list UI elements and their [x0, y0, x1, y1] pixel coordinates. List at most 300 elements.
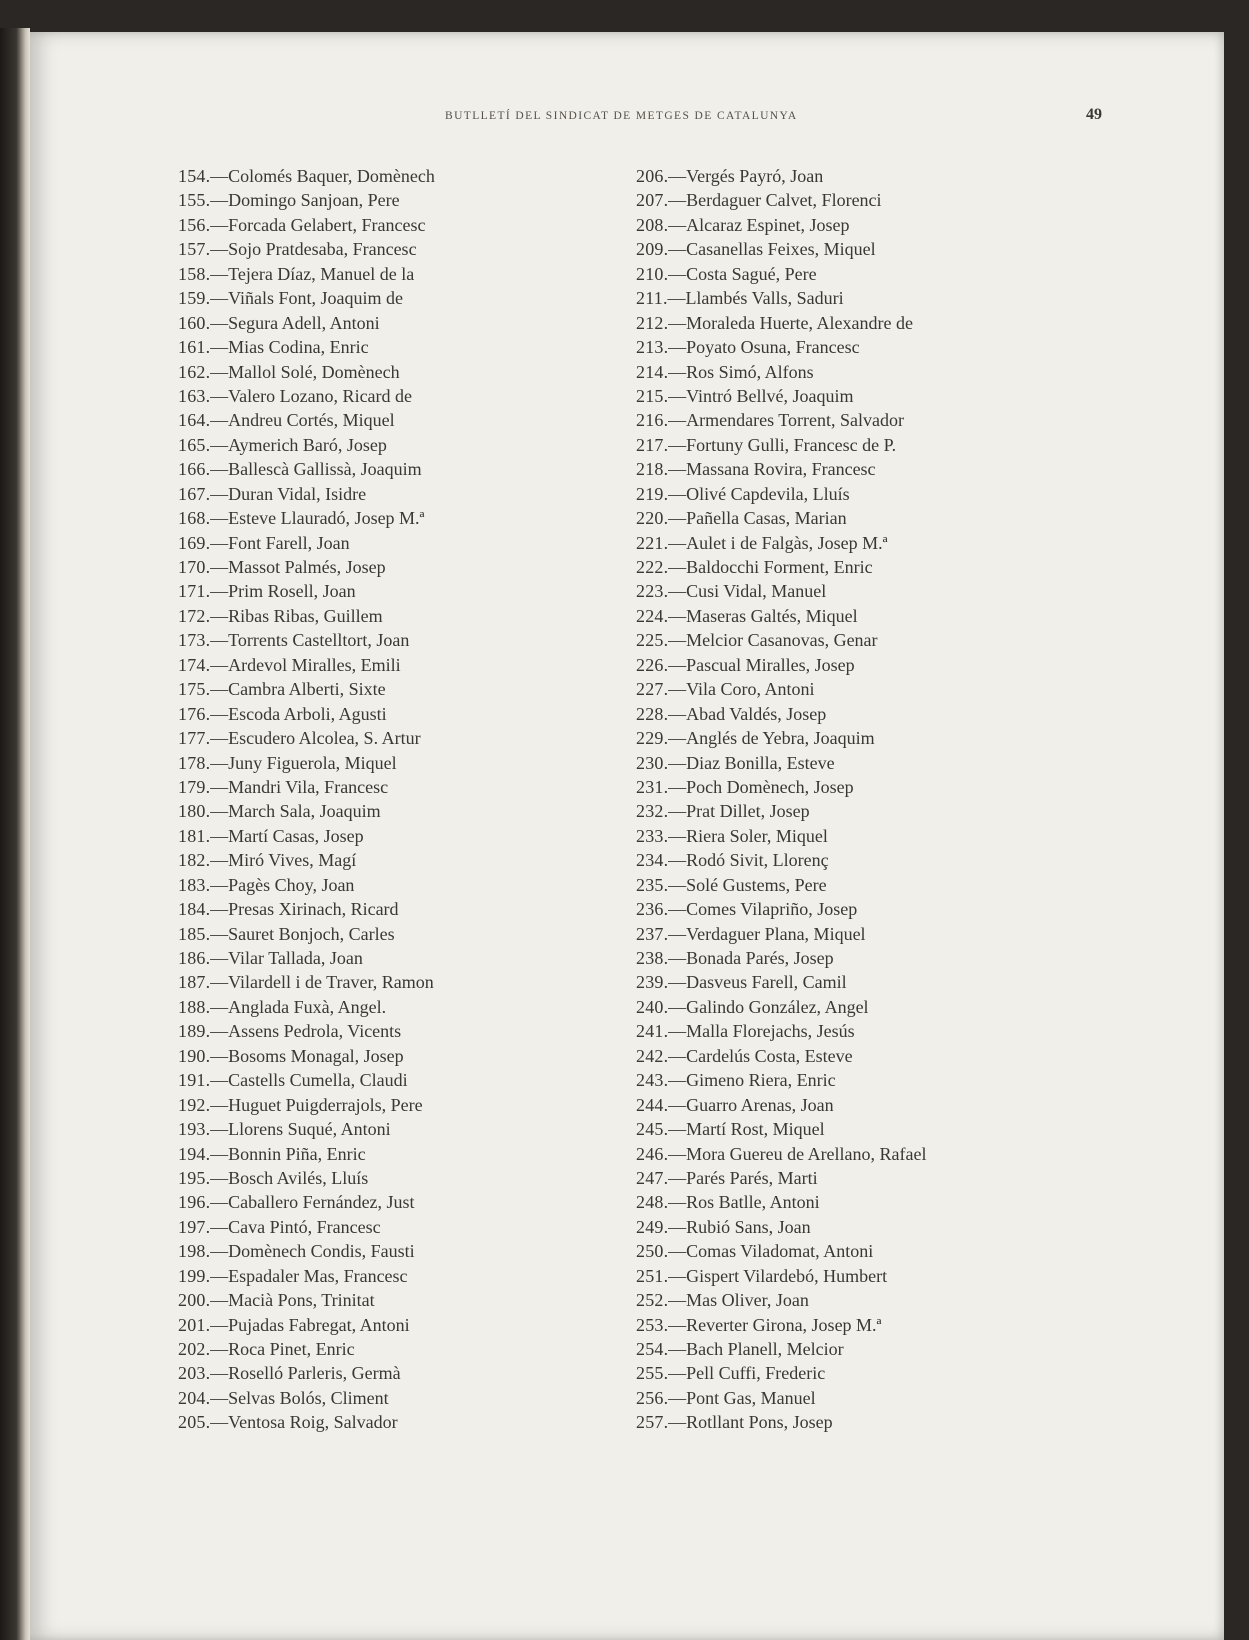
entry-number: 251 — [636, 1265, 664, 1286]
entry-name: Roselló Parleris, Germà — [228, 1363, 401, 1384]
entry-name: Melcior Casanovas, Genar — [686, 630, 878, 651]
entry-name: Bach Planell, Melcior — [686, 1339, 844, 1359]
list-item — [636, 628, 1056, 652]
list-item — [636, 970, 1056, 994]
entry-number: 248 — [636, 1192, 664, 1213]
entry-name: Gimeno Riera, Enric — [686, 1070, 836, 1091]
entry-number: 243 — [636, 1070, 664, 1091]
entry-separator: .— — [205, 1143, 229, 1164]
entry-separator: .— — [663, 337, 687, 358]
entry-number: 215 — [636, 385, 664, 406]
entry-name: Massana Rovira, Francesc — [686, 459, 876, 480]
list-item — [636, 653, 1056, 677]
entry-separator: .— — [205, 752, 229, 773]
entry-separator: .— — [205, 1363, 229, 1384]
entry-number: 257 — [636, 1412, 664, 1433]
entry-name: Vilardell i de Traver, Ramon — [228, 972, 434, 993]
entry-separator: .— — [205, 825, 229, 846]
entry-separator: .— — [205, 483, 229, 504]
entry-number: 252 — [636, 1290, 664, 1311]
entry-name: Maseras Galtés, Miquel — [686, 605, 858, 626]
entry-separator: .— — [663, 1094, 687, 1115]
entry-separator: .— — [663, 1290, 687, 1311]
entry-name: Parés Parés, Marti — [686, 1167, 818, 1188]
entry-separator: .— — [205, 874, 229, 895]
entry-name: Escudero Alcolea, S. Artur — [228, 728, 421, 749]
entry-number: 217 — [636, 434, 664, 455]
entry-name: Llorens Suqué, Antoni — [228, 1119, 391, 1140]
entry-number: 192 — [178, 1094, 206, 1115]
entry-number: 156 — [178, 214, 206, 235]
entry-separator: .— — [663, 1387, 687, 1408]
entry-number: 236 — [636, 899, 664, 920]
entry-name: Alcaraz Espinet, Josep — [686, 214, 850, 235]
list-item — [178, 188, 598, 212]
entry-number: 216 — [636, 410, 664, 431]
list-item — [636, 408, 1056, 432]
list-item — [178, 1190, 598, 1214]
entry-separator: .— — [205, 263, 229, 284]
entry-number: 203 — [178, 1363, 206, 1384]
entry-number: 205 — [178, 1412, 206, 1433]
entry-separator: .— — [663, 703, 687, 724]
list-item — [636, 1337, 1056, 1361]
list-item — [636, 360, 1056, 384]
entry-number: 237 — [636, 923, 664, 944]
entry-number: 254 — [636, 1339, 664, 1359]
list-item — [178, 531, 598, 555]
entry-separator: .— — [663, 1192, 687, 1213]
entry-number: 199 — [178, 1265, 206, 1286]
entry-separator: .— — [663, 605, 687, 626]
entry-separator: .— — [663, 532, 687, 553]
list-item — [178, 1313, 598, 1337]
entry-number: 180 — [178, 801, 206, 822]
list-item — [636, 677, 1056, 701]
entry-number: 244 — [636, 1094, 664, 1115]
entry-number: 189 — [178, 1021, 206, 1042]
entry-number: 186 — [178, 948, 206, 968]
entry-separator: .— — [205, 557, 229, 577]
list-item — [178, 1166, 598, 1190]
entry-number: 245 — [636, 1119, 664, 1140]
entry-separator: .— — [205, 190, 229, 211]
entry-name: Diaz Bonilla, Esteve — [686, 752, 835, 773]
list-item — [636, 164, 1056, 188]
entry-separator: .— — [205, 728, 229, 749]
entry-name: Torrents Castelltort, Joan — [228, 630, 410, 651]
entry-separator: .— — [205, 239, 229, 260]
entry-separator: .— — [663, 728, 687, 749]
entry-separator: .— — [205, 1045, 229, 1066]
entry-separator: .— — [205, 434, 229, 455]
entry-separator: .— — [663, 1167, 687, 1188]
entry-name: Armendares Torrent, Salvador — [686, 410, 904, 431]
list-item — [178, 1093, 598, 1117]
list-item — [636, 1142, 1056, 1166]
entry-separator: .— — [663, 654, 687, 675]
entry-separator: .— — [205, 1339, 229, 1359]
list-item — [178, 360, 598, 384]
entry-name: Ardevol Miralles, Emili — [228, 654, 401, 675]
entry-name: Mandri Vila, Francesc — [228, 776, 389, 797]
entry-number: 178 — [178, 752, 206, 773]
entry-separator: .— — [205, 1192, 229, 1213]
list-item — [178, 579, 598, 603]
entry-number: 176 — [178, 703, 206, 724]
entry-number: 225 — [636, 630, 664, 651]
list-item — [178, 433, 598, 457]
entry-number: 172 — [178, 605, 206, 626]
entry-name: Segura Adell, Antoni — [228, 312, 380, 333]
entry-name: Casanellas Feixes, Miquel — [686, 239, 876, 260]
entry-name: Reverter Girona, Josep M.ª — [686, 1314, 882, 1335]
list-item — [178, 1361, 598, 1385]
list-item — [636, 1068, 1056, 1092]
entry-number: 213 — [636, 337, 664, 358]
entry-number: 204 — [178, 1387, 206, 1408]
entry-name: Macià Pons, Trinitat — [228, 1290, 375, 1311]
entry-separator: .— — [205, 1387, 229, 1408]
entry-separator: .— — [663, 923, 687, 944]
entry-name: Comes Vilapriño, Josep — [686, 899, 858, 920]
entry-number: 229 — [636, 728, 664, 749]
entry-number: 202 — [178, 1339, 206, 1359]
entry-separator: .— — [663, 899, 687, 920]
entry-name: Rubió Sans, Joan — [686, 1216, 811, 1237]
entry-number: 220 — [636, 508, 664, 529]
list-item — [636, 946, 1056, 970]
entry-number: 228 — [636, 703, 664, 724]
list-item — [636, 311, 1056, 335]
entry-name: Solé Gustems, Pere — [686, 874, 827, 895]
entry-separator: .— — [205, 654, 229, 675]
list-item — [636, 1019, 1056, 1043]
entry-number: 208 — [636, 214, 664, 235]
entry-name: Ribas Ribas, Guillem — [228, 605, 383, 626]
entry-separator: .— — [663, 776, 687, 797]
entry-number: 165 — [178, 434, 206, 455]
entry-separator: .— — [663, 483, 687, 504]
entry-number: 231 — [636, 776, 664, 797]
entry-number: 214 — [636, 361, 664, 382]
entry-number: 227 — [636, 679, 664, 700]
entry-separator: .— — [663, 1119, 687, 1140]
list-item — [178, 262, 598, 286]
entry-separator: .— — [205, 337, 229, 358]
entry-name: Llambés Valls, Saduri — [685, 288, 844, 309]
entry-separator: .— — [205, 1021, 229, 1042]
entry-name: Prim Rosell, Joan — [228, 581, 356, 602]
entry-number: 222 — [636, 557, 664, 577]
list-item — [636, 799, 1056, 823]
list-item — [636, 213, 1056, 237]
entry-separator: .— — [663, 1070, 687, 1091]
entry-name: Pascual Miralles, Josep — [686, 654, 855, 675]
entry-separator: .— — [205, 776, 229, 797]
list-item — [636, 457, 1056, 481]
entry-name: Ros Batlle, Antoni — [686, 1192, 820, 1213]
entry-number: 224 — [636, 605, 664, 626]
list-item — [178, 1264, 598, 1288]
list-item — [178, 726, 598, 750]
entry-name: Vergés Payró, Joan — [686, 166, 824, 186]
entry-separator: .— — [663, 410, 687, 431]
entry-name: Castells Cumella, Claudi — [228, 1070, 408, 1091]
entry-name: Poyato Osuna, Francesc — [686, 337, 860, 358]
entry-number: 182 — [178, 850, 206, 871]
entry-number: 201 — [178, 1314, 206, 1335]
list-item — [636, 579, 1056, 603]
entry-name: Ventosa Roig, Salvador — [228, 1412, 398, 1433]
entry-name: Abad Valdés, Josep — [686, 703, 827, 724]
list-item — [178, 482, 598, 506]
entry-number: 249 — [636, 1216, 664, 1237]
page-sheet — [30, 32, 1224, 1640]
entry-name: Duran Vidal, Isidre — [228, 483, 367, 504]
list-item — [178, 677, 598, 701]
entry-name: Berdaguer Calvet, Florenci — [686, 190, 882, 211]
entry-name: Galindo González, Angel — [686, 996, 869, 1017]
entry-name: Sauret Bonjoch, Carles — [228, 923, 395, 944]
list-item — [178, 702, 598, 726]
entry-separator: .— — [663, 214, 687, 235]
entry-separator: .— — [663, 557, 687, 577]
list-item — [178, 799, 598, 823]
entry-name: Olivé Capdevila, Lluís — [686, 483, 850, 504]
entry-separator: .— — [205, 1290, 229, 1311]
list-item — [636, 604, 1056, 628]
entry-name: Anglés de Yebra, Joaquim — [686, 728, 875, 749]
list-item — [178, 897, 598, 921]
list-item — [178, 164, 598, 188]
entry-name: Colomés Baquer, Domènech — [228, 166, 435, 186]
entry-name: Dasveus Farell, Camil — [686, 972, 847, 993]
entry-number: 233 — [636, 825, 664, 846]
entry-separator: .— — [663, 1216, 687, 1237]
list-item — [636, 775, 1056, 799]
entry-separator: .— — [663, 679, 687, 700]
list-item — [636, 506, 1056, 530]
entry-number: 241 — [636, 1021, 664, 1042]
entry-separator: .— — [205, 1216, 229, 1237]
list-item — [178, 1386, 598, 1410]
list-item — [636, 188, 1056, 212]
entry-name: Pell Cuffi, Frederic — [686, 1363, 826, 1384]
list-item — [636, 1410, 1056, 1434]
entry-name: Assens Pedrola, Vicents — [228, 1021, 402, 1042]
entry-separator: .— — [663, 948, 687, 968]
entry-name: Poch Domènech, Josep — [686, 776, 854, 797]
entry-separator: .— — [205, 850, 229, 871]
entry-name: Malla Florejachs, Jesús — [686, 1021, 855, 1042]
entry-name: Ros Simó, Alfons — [686, 361, 814, 382]
entry-separator: .— — [205, 972, 229, 993]
list-item — [178, 946, 598, 970]
entry-name: Andreu Cortés, Miquel — [228, 410, 395, 431]
list-item — [178, 237, 598, 261]
list-item — [636, 702, 1056, 726]
entry-separator: .— — [663, 1021, 687, 1042]
entry-separator: .— — [205, 581, 229, 602]
list-item — [178, 1288, 598, 1312]
list-item — [178, 653, 598, 677]
entry-name: Espadaler Mas, Francesc — [228, 1265, 408, 1286]
entry-separator: .— — [205, 288, 229, 309]
entry-number: 167 — [178, 483, 206, 504]
entry-number: 175 — [178, 679, 206, 700]
entry-number: 219 — [636, 483, 664, 504]
list-item — [636, 482, 1056, 506]
entry-name: Font Farell, Joan — [228, 532, 350, 553]
entry-name: Sojo Pratdesaba, Francesc — [228, 239, 417, 260]
entry-number: 191 — [178, 1070, 206, 1091]
entry-separator: .— — [205, 312, 229, 333]
entry-name: Huguet Puigderrajols, Pere — [228, 1094, 423, 1115]
entry-separator: .— — [205, 1241, 229, 1262]
entry-number: 206 — [636, 166, 664, 186]
list-item — [636, 1288, 1056, 1312]
page-number: 49 — [1086, 106, 1102, 123]
list-item — [178, 555, 598, 579]
entry-name: Guarro Arenas, Joan — [686, 1094, 834, 1115]
entry-number: 246 — [636, 1143, 664, 1164]
entry-separator: .— — [205, 166, 229, 186]
entry-number: 223 — [636, 581, 664, 602]
entry-separator: .— — [663, 996, 687, 1017]
entry-name: Massot Palmés, Josep — [228, 557, 386, 577]
entry-number: 193 — [178, 1119, 206, 1140]
list-item — [636, 1215, 1056, 1239]
member-list-left-column — [178, 164, 598, 1435]
list-item — [178, 1117, 598, 1141]
list-item — [178, 408, 598, 432]
entry-number: 181 — [178, 825, 206, 846]
list-item — [178, 335, 598, 359]
entry-name: Gispert Vilardebó, Humbert — [686, 1265, 888, 1286]
entry-separator: .— — [663, 190, 687, 211]
list-item — [178, 1044, 598, 1068]
list-item — [636, 1313, 1056, 1337]
list-item — [178, 873, 598, 897]
entry-name: Bonnin Piña, Enric — [228, 1143, 366, 1164]
list-item — [178, 1068, 598, 1092]
entry-number: 154 — [178, 166, 206, 186]
running-header — [30, 106, 1224, 130]
entry-separator: .— — [663, 1363, 687, 1384]
entry-number: 162 — [178, 361, 206, 382]
list-item — [636, 1264, 1056, 1288]
entry-name: Anglada Fuxà, Angel. — [228, 996, 387, 1017]
list-item — [178, 775, 598, 799]
entry-name: Ballescà Gallissà, Joaquim — [228, 459, 422, 480]
entry-name: Cusi Vidal, Manuel — [686, 581, 827, 602]
entry-number: 157 — [178, 239, 206, 260]
list-item — [178, 604, 598, 628]
entry-separator: .— — [205, 948, 229, 968]
list-item — [636, 751, 1056, 775]
entry-separator: .— — [663, 581, 687, 602]
entry-separator: .— — [663, 801, 687, 822]
entry-number: 170 — [178, 557, 206, 577]
entry-separator: .— — [205, 508, 229, 529]
entry-separator: .— — [663, 1241, 687, 1262]
entry-separator: .— — [205, 605, 229, 626]
list-item — [636, 335, 1056, 359]
entry-number: 234 — [636, 850, 664, 871]
entry-number: 190 — [178, 1045, 206, 1066]
entry-number: 240 — [636, 996, 664, 1017]
member-list-right-column — [636, 164, 1056, 1435]
entry-separator: .— — [205, 703, 229, 724]
entry-number: 230 — [636, 752, 664, 773]
entry-name: Riera Soler, Miquel — [686, 825, 828, 846]
entry-separator: .— — [205, 1094, 229, 1115]
entry-number: 209 — [636, 239, 664, 260]
entry-number: 218 — [636, 459, 664, 480]
entry-separator: .— — [205, 1412, 229, 1433]
entry-name: Selvas Bolós, Climent — [228, 1387, 389, 1408]
list-item — [178, 995, 598, 1019]
list-item — [178, 1215, 598, 1239]
list-item — [178, 1019, 598, 1043]
list-item — [636, 237, 1056, 261]
entry-number: 155 — [178, 190, 206, 211]
entry-number: 161 — [178, 337, 206, 358]
entry-name: Martí Rost, Miquel — [686, 1119, 825, 1140]
entry-name: Pont Gas, Manuel — [686, 1387, 816, 1408]
entry-number: 160 — [178, 312, 206, 333]
entry-number: 232 — [636, 801, 664, 822]
entry-name: Verdaguer Plana, Miquel — [686, 923, 866, 944]
entry-separator: .— — [663, 850, 687, 871]
entry-separator: .— — [205, 361, 229, 382]
entry-number: 235 — [636, 874, 664, 895]
entry-separator: .— — [663, 263, 687, 284]
entry-separator: .— — [205, 1167, 229, 1188]
list-item — [178, 1239, 598, 1263]
list-item — [178, 1410, 598, 1434]
entry-separator: .— — [662, 288, 686, 309]
list-item — [178, 286, 598, 310]
list-item — [636, 433, 1056, 457]
entry-number: 207 — [636, 190, 664, 211]
entry-name: Domingo Sanjoan, Pere — [228, 190, 400, 211]
entry-number: 159 — [178, 288, 206, 309]
entry-number: 238 — [636, 948, 664, 968]
entry-name: Pañella Casas, Marian — [686, 508, 847, 529]
entry-number: 179 — [178, 776, 206, 797]
entry-number: 247 — [636, 1167, 664, 1188]
entry-name: Roca Pinet, Enric — [228, 1339, 355, 1359]
entry-separator: .— — [663, 1143, 687, 1164]
list-item — [178, 970, 598, 994]
entry-separator: .— — [663, 1339, 687, 1359]
list-item — [178, 824, 598, 848]
entry-number: 174 — [178, 654, 206, 675]
entry-number: 166 — [178, 459, 206, 480]
entry-number: 256 — [636, 1387, 664, 1408]
entry-separator: .— — [663, 1045, 687, 1066]
entry-name: Escoda Arboli, Agusti — [228, 703, 387, 724]
entry-number: 197 — [178, 1216, 206, 1237]
entry-number: 226 — [636, 654, 664, 675]
entry-name: Caballero Fernández, Just — [228, 1192, 415, 1213]
entry-name: Viñals Font, Joaquim de — [228, 288, 404, 309]
entry-number: 239 — [636, 972, 664, 993]
entry-number: 173 — [178, 630, 206, 651]
list-item — [178, 213, 598, 237]
